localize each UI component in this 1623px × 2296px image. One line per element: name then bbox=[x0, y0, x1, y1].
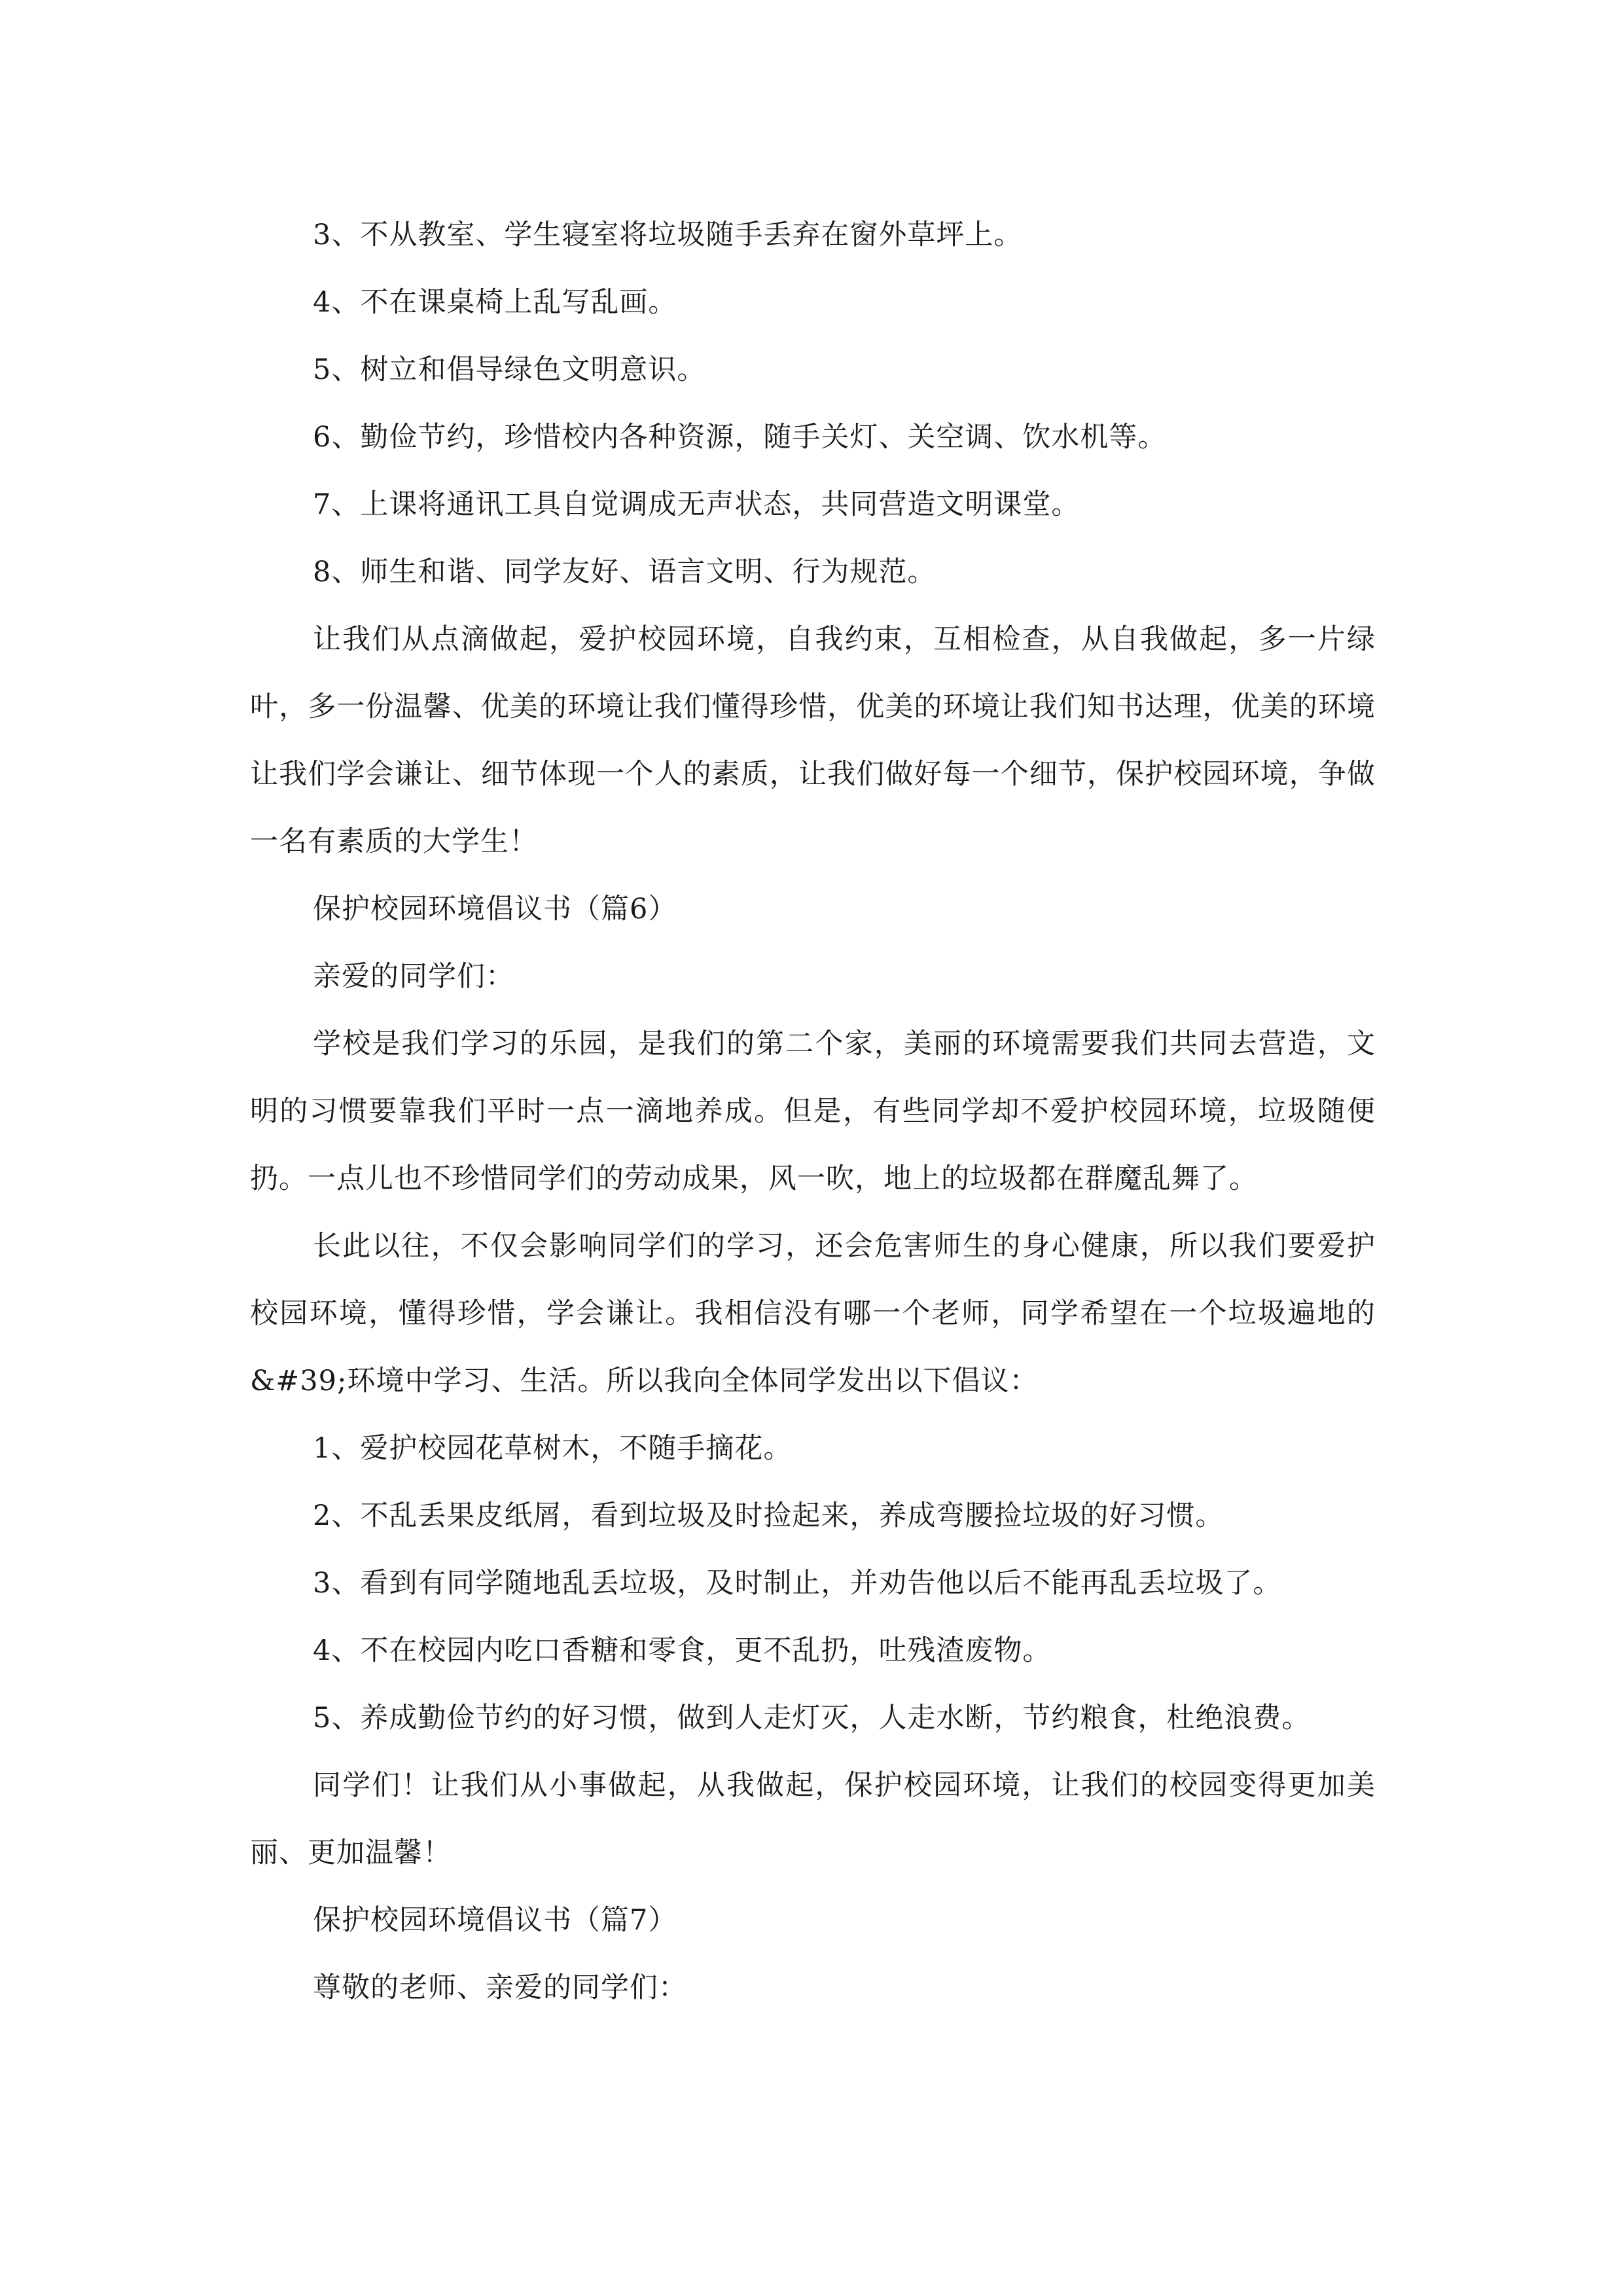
item-5-green-awareness: 5、树立和倡导绿色文明意识。 bbox=[313, 353, 706, 386]
body-paragraph-6: 长此以往，不仅会影响同学们的学习，还会危害师生的身心健康，所以我们要爱护校园环境，懂得珍惜，学会谦让。我相信没有哪一个老师，同学希望在一个垃圾遍地的&#39;环境中学习、生活。所以我向全体同学发出以下倡议： bbox=[250, 1230, 1376, 1397]
item-4-no-desk-graffiti: 4、不在课桌椅上乱写乱画。 bbox=[313, 286, 677, 319]
item-7-silent-devices: 7、上课将通讯工具自觉调成无声状态，共同营造文明课堂。 bbox=[313, 488, 1080, 521]
section-title-6: 保护校园环境倡议书（篇6） bbox=[313, 893, 677, 925]
closing-paragraph-5: 让我们从点滴做起，爱护校园环境，自我约束，互相检查，从自我做起，多一片绿叶，多一份温馨、优美的环境让我们懂得珍惜，优美的环境让我们知书达理，优美的环境让我们学会谦让、细节体现一个人的素质，让我们做好每一个细节，保护校园环境，争做一名有素质的大学生！ bbox=[250, 623, 1376, 858]
intro-paragraph-6: 学校是我们学习的乐园，是我们的第二个家，美丽的环境需要我们共同去营造，文明的习惯要靠我们平时一点一滴地养成。但是，有些同学却不爱护校园环境，垃圾随便扔。一点儿也不珍惜同学们的劳动成果，风一吹，地上的垃圾都在群魔乱舞了。 bbox=[250, 1028, 1376, 1195]
section-title-7: 保护校园环境倡议书（篇7） bbox=[313, 1904, 677, 1937]
proposal-item-3: 3、看到有同学随地乱丢垃圾，及时制止，并劝告他以后不能再乱丢垃圾了。 bbox=[313, 1567, 1282, 1600]
proposal-item-2: 2、不乱丢果皮纸屑，看到垃圾及时捡起来，养成弯腰捡垃圾的好习惯。 bbox=[313, 1499, 1224, 1532]
proposal-item-1: 1、爱护校园花草树木，不随手摘花。 bbox=[313, 1432, 793, 1465]
document-body bbox=[250, 202, 1376, 2022]
proposal-item-5: 5、养成勤俭节约的好习惯，做到人走灯灭，人走水断，节约粮食，杜绝浪费。 bbox=[313, 1702, 1311, 1734]
proposal-item-4: 4、不在校园内吃口香糖和零食，更不乱扔，吐残渣废物。 bbox=[313, 1634, 1052, 1667]
closing-paragraph-6: 同学们！让我们从小事做起，从我做起，保护校园环境，让我们的校园变得更加美丽、更加温馨！ bbox=[250, 1769, 1376, 1869]
item-6-save-resources: 6、勤俭节约，珍惜校内各种资源，随手关灯、关空调、饮水机等。 bbox=[313, 421, 1167, 454]
salutation-6: 亲爱的同学们： bbox=[313, 960, 514, 993]
item-8-harmony: 8、师生和谐、同学友好、语言文明、行为规范。 bbox=[313, 556, 936, 588]
salutation-7: 尊敬的老师、亲爱的同学们： bbox=[313, 1971, 687, 2004]
item-3-no-littering-from-windows: 3、不从教室、学生寝室将垃圾随手丢弃在窗外草坪上。 bbox=[313, 219, 1023, 251]
